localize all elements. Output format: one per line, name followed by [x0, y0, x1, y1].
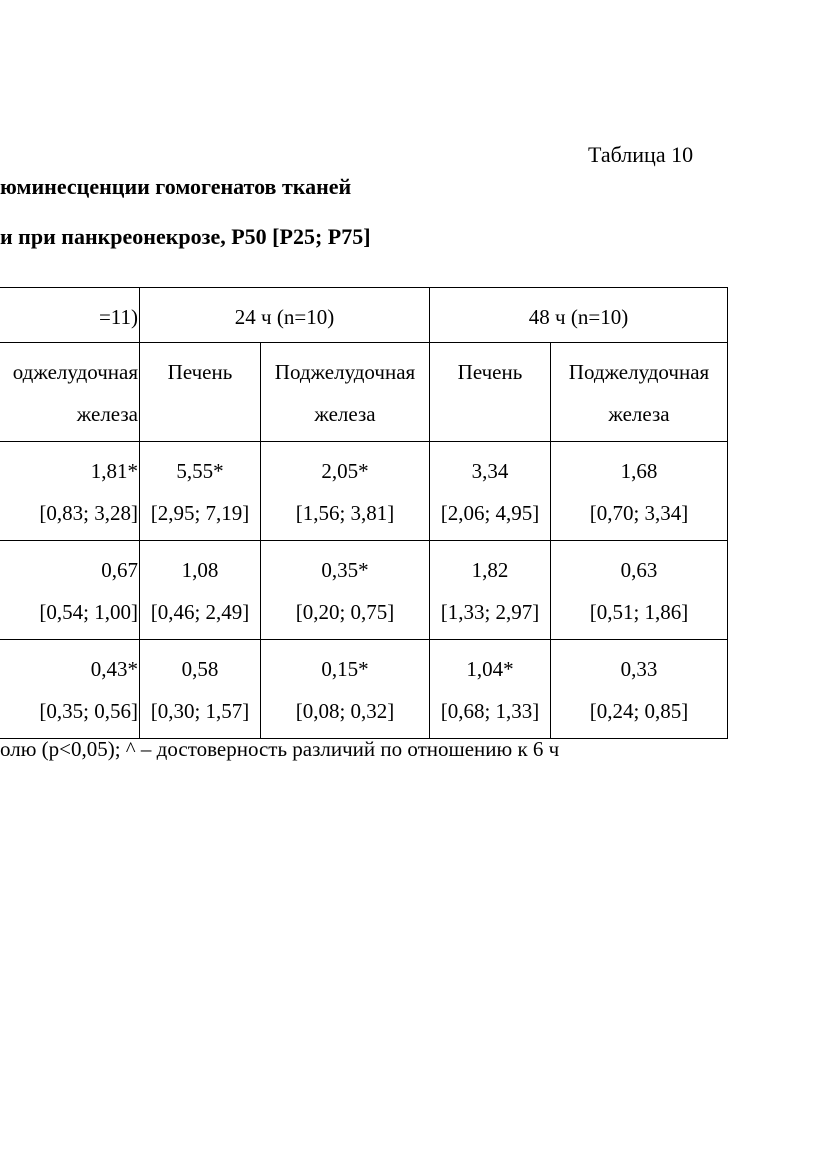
- table-cell: 0,67 [0,54; 1,00]: [0, 541, 140, 640]
- table-cell: 0,58 [0,30; 1,57]: [140, 640, 261, 739]
- subheader-cell: Печень: [140, 343, 261, 442]
- table-cell: 5,55* [2,95; 7,19]: [140, 442, 261, 541]
- header-group-24h: 24 ч (n=10): [140, 288, 430, 343]
- table-row: [0, 640, 728, 739]
- table-header-row: [0, 288, 728, 343]
- table-cell: 0,33 [0,24; 0,85]: [551, 640, 728, 739]
- header-group-48h: 48 ч (n=10): [430, 288, 728, 343]
- table-footnote: олю (р<0,05); ^ – достоверность различий по отношению к 6 ч: [0, 737, 560, 761]
- table-cell: 0,15* [0,08; 0,32]: [261, 640, 430, 739]
- table-cell: 2,05* [1,56; 3,81]: [261, 442, 430, 541]
- table-row: [0, 541, 728, 640]
- table-cell: 3,34 [2,06; 4,95]: [430, 442, 551, 541]
- header-group-partial: =11): [0, 288, 140, 343]
- subheader-cell: оджелудочная железа: [0, 343, 140, 442]
- table-row: [0, 442, 728, 541]
- table-cell: 1,04* [0,68; 1,33]: [430, 640, 551, 739]
- table-cell: 1,81* [0,83; 3,28]: [0, 442, 140, 541]
- table-title-line-2: и при панкреонекрозе, Р50 [Р25; Р75]: [0, 224, 371, 249]
- subheader-cell: Печень: [430, 343, 551, 442]
- table-cell: 0,43* [0,35; 0,56]: [0, 640, 140, 739]
- table-title-line-1: юминесценции гомогенатов тканей: [0, 174, 352, 199]
- subheader-cell: Поджелудочная железа: [551, 343, 728, 442]
- table-cell: 0,35* [0,20; 0,75]: [261, 541, 430, 640]
- table-cell: 1,82 [1,33; 2,97]: [430, 541, 551, 640]
- table-cell: 0,63 [0,51; 1,86]: [551, 541, 728, 640]
- results-table: [0, 287, 728, 739]
- table-cell: 1,68 [0,70; 3,34]: [551, 442, 728, 541]
- table-label: Таблица 10: [588, 142, 694, 167]
- table-cell: 1,08 [0,46; 2,49]: [140, 541, 261, 640]
- table-subheader-row: [0, 343, 728, 442]
- subheader-cell: Поджелудочная железа: [261, 343, 430, 442]
